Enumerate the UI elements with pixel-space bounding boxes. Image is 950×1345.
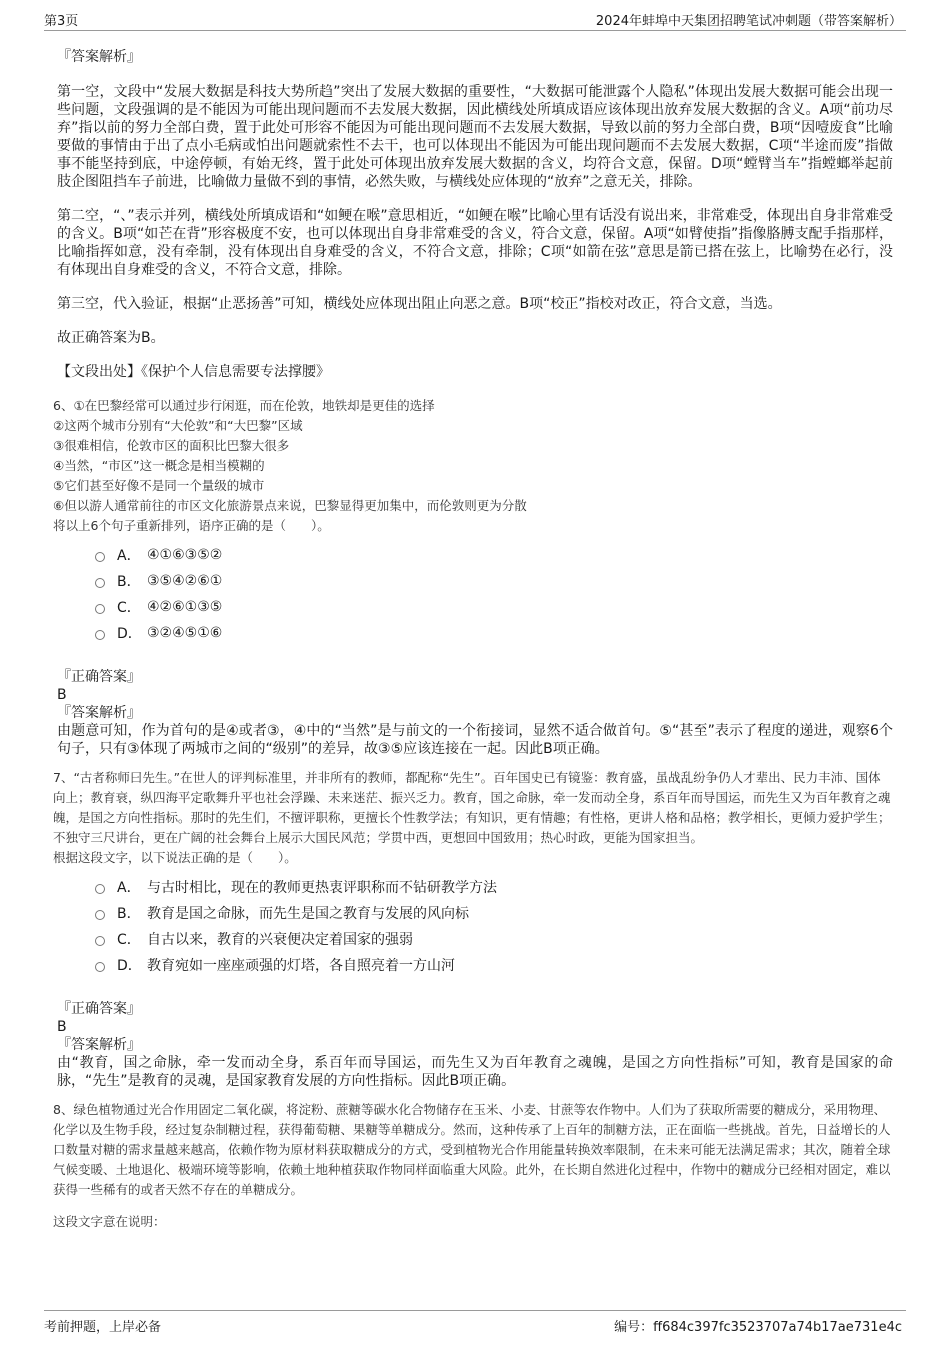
q5-analysis-p1: 第一空，文段中“发展大数据是科技大势所趋”突出了发展大数据的重要性，“大数据可能泄露个人隐私”体现出发展大数据可能会出现一些问题，文段强调的是不能因为可能出现问题而不去发展大数据，因此横线处所填成语应该体现出放弃发展大数据的含义。A项“前功尽弃”指以前的努力全部白费，置于此处可形容不能因为可能出现问题而不去发展大数据，导致以前的努力全部白费，B项“因噎废食”比喻要做的事情由于出了点小毛病或怕出问题就索性不去干，也可以体现出不能因为可能出现问题而不去发展大数据，C项“半途而废”指做事不能坚持到底，中途停顿，有始无终，置于此处可体现出放弃发展大数据的含义，均符合文意，保留。D项“螳臂当车”指螳螂举起前肢企图阻挡车子前进，比喻做力量做不到的事情，必然失败，与横线处应体现的“放弃”之意无关，排除。 [57,84,893,190]
option-letter: C． [117,600,141,616]
page-footer [0,1304,950,1345]
option-letter: A． [117,880,141,896]
page-content [53,44,893,1232]
radio-button[interactable] [95,604,105,614]
q7-answer: B [57,1019,67,1035]
option-text: ③⑤④②⑥① [147,573,223,589]
q6-option-d[interactable] [95,620,893,646]
document-code: 编号：ff684c397fc3523707a74b17ae731e4c [614,1320,902,1335]
option-text: 与古时相比，现在的教师更热衷评职称而不钻研教学方法 [147,880,497,896]
footer-rule [44,1310,906,1311]
footer-slogan: 考前押题，上岸必备 [44,1320,162,1335]
q5-analysis-label: 『答案解析』 [57,49,141,65]
q5-analysis-p3: 第三空，代入验证，根据“止恶扬善”可知，横线处应体现出阻止向恶之意。B项“校正”指校对改正，符合文意，当选。 [57,296,782,312]
q7-option-d[interactable] [95,952,893,978]
q7-analysis-label: 『答案解析』 [57,1037,141,1053]
q7-analysis: 由“教育，国之命脉，牵一发而动全身，系百年而导国运，而先生又为百年教育之魂魄，是国之方向性指标”可知，教育是国家的命脉，“先生”是教育的灵魂，是国家教育发展的方向性指标。因此B项正确。 [57,1055,893,1089]
q6-option-b[interactable] [95,568,893,594]
q7-option-a[interactable] [95,874,893,900]
q6-line: ③很难相信，伦敦市区的面积比巴黎大很多 [53,438,290,453]
q8-stem: 8、绿色植物通过光合作用固定二氧化碳，将淀粉、蔗糖等碳水化合物储存在玉米、小麦、甘蔗等农作物中。人们为了获取所需要的糖成分，采用物理、化学以及生物手段，经过复杂制糖过程，获得葡萄糖、果糖等单糖成分。然而，这种传承了上百年的制糖方法，正在面临一些挑战。首先，日益增长的人口数量对糖的需求量越来越高，依赖作物为原材料获取糖成分的方式，受到植物光合作用能量转换效率限制，在未来可能无法满足需求；其次，随着全球气候变暖、土地退化、极端环境等影响，依赖土地种植获取作物同样面临重大风险。此外，在长期自然进化过程中，作物中的糖成分已经相对固定，难以获得一些稀有的或者天然不存在的单糖成分。 [53,1102,891,1197]
q8-prompt: 这段文字意在说明： [53,1214,166,1229]
q6-line: ④当然，“市区”这一概念是相当模糊的 [53,458,265,473]
option-text: 教育宛如一座座顽强的灯塔，各自照亮着一方山河 [147,958,455,974]
q7-option-c[interactable] [95,926,893,952]
option-letter: B． [117,906,141,922]
q6-answer-label: 『正确答案』 [57,669,141,685]
q7-stem: 7、“古者称师曰先生。”在世人的评判标准里，并非所有的教师，都配称“先生”。百年国史已有镜鉴：教育盛，虽战乱纷争仍人才辈出、民力丰沛、国体向上；教育衰，纵四海平定歌舞升平也社会浮躁、未来迷茫、振兴乏力。教育，国之命脉，牵一发而动全身，系百年而导国运，而先生又为百年教育之魂魄，是国之方向性指标。那时的先生们，不擅评职称，更擅长个性教学法；有知识，更有情趣；有性格，更讲人格和品格；教学相长，更倾力爱护学生；不独守三尺讲台，更在广阔的社会舞台上展示大国民风范；学贯中西，更想回中国致用；热心时政，更能为国家担当。 [53,770,891,845]
q5-conclusion: 故正确答案为B。 [57,330,165,346]
option-letter: C． [117,932,141,948]
q6-option-c[interactable] [95,594,893,620]
option-text: 教育是国之命脉，而先生是国之教育与发展的风向标 [147,906,469,922]
q7-option-b[interactable] [95,900,893,926]
option-text: ④①⑥③⑤② [147,547,223,563]
q6-analysis: 由题意可知，作为首句的是④或者③，④中的“当然”是与前文的一个衔接词，显然不适合做首句。⑤“甚至”表示了程度的递进，观察6个句子，只有③体现了两城市之间的“级别”的差异，故③⑤应该连接在一起。因此B项正确。 [57,723,893,757]
page-header [0,0,950,30]
q6-options [95,542,893,646]
option-letter: D． [117,958,142,974]
q6-line: ②这两个城市分别有“大伦敦”和“大巴黎”区域 [53,418,303,433]
option-letter: D． [117,626,142,642]
radio-button[interactable] [95,936,105,946]
q6-answer: B [57,687,67,703]
option-letter: A． [117,548,141,564]
radio-button[interactable] [95,910,105,920]
header-rule [44,30,906,31]
option-text: ④②⑥①③⑤ [147,599,223,615]
q5-analysis-p2: 第二空，“、”表示并列，横线处所填成语和“如鲠在喉”意思相近，“如鲠在喉”比喻心里有话没有说出来，非常难受，体现出自身非常难受的含义。B项“如芒在背”形容极度不安，也可以体现出自身非常难受的含义，符合文意，保留。A项“如臂使指”指像胳膊支配手指那样，比喻指挥如意，没有牵制，没有体现出自身难受的含义，不符合文意，排除；C项“如箭在弦”意思是箭已搭在弦上，比喻势在必行，没有体现出自身难受的含义，不符合文意，排除。 [57,208,893,278]
option-text: 自古以来，教育的兴衰便决定着国家的强弱 [147,932,413,948]
radio-button[interactable] [95,884,105,894]
q5-source: 【文段出处】《保护个人信息需要专法撑腰》 [57,364,330,380]
document-title: 2024年蚌埠中天集团招聘笔试冲刺题（带答案解析） [595,14,902,29]
q6-stem [53,396,893,536]
q6-line: 6、①在巴黎经常可以通过步行闲逛，而在伦敦，地铁却是更佳的选择 [53,398,435,413]
q6-analysis-label: 『答案解析』 [57,705,141,721]
page-number: 第3页 [44,14,79,29]
radio-button[interactable] [95,552,105,562]
q6-line: ⑥但以游人通常前往的市区文化旅游景点来说，巴黎显得更加集中，而伦敦则更为分散 [53,498,527,513]
option-letter: B． [117,574,141,590]
q7-options [95,874,893,978]
q6-prompt: 将以上6个句子重新排列，语序正确的是（ ）。 [53,518,330,533]
option-text: ③②④⑤①⑥ [147,625,223,641]
radio-button[interactable] [95,962,105,972]
q6-line: ⑤它们甚至好像不是同一个量级的城市 [53,478,265,493]
radio-button[interactable] [95,630,105,640]
q6-option-a[interactable] [95,542,893,568]
radio-button[interactable] [95,578,105,588]
q7-prompt: 根据这段文字，以下说法正确的是（ ）。 [53,850,297,865]
q7-answer-label: 『正确答案』 [57,1001,141,1017]
